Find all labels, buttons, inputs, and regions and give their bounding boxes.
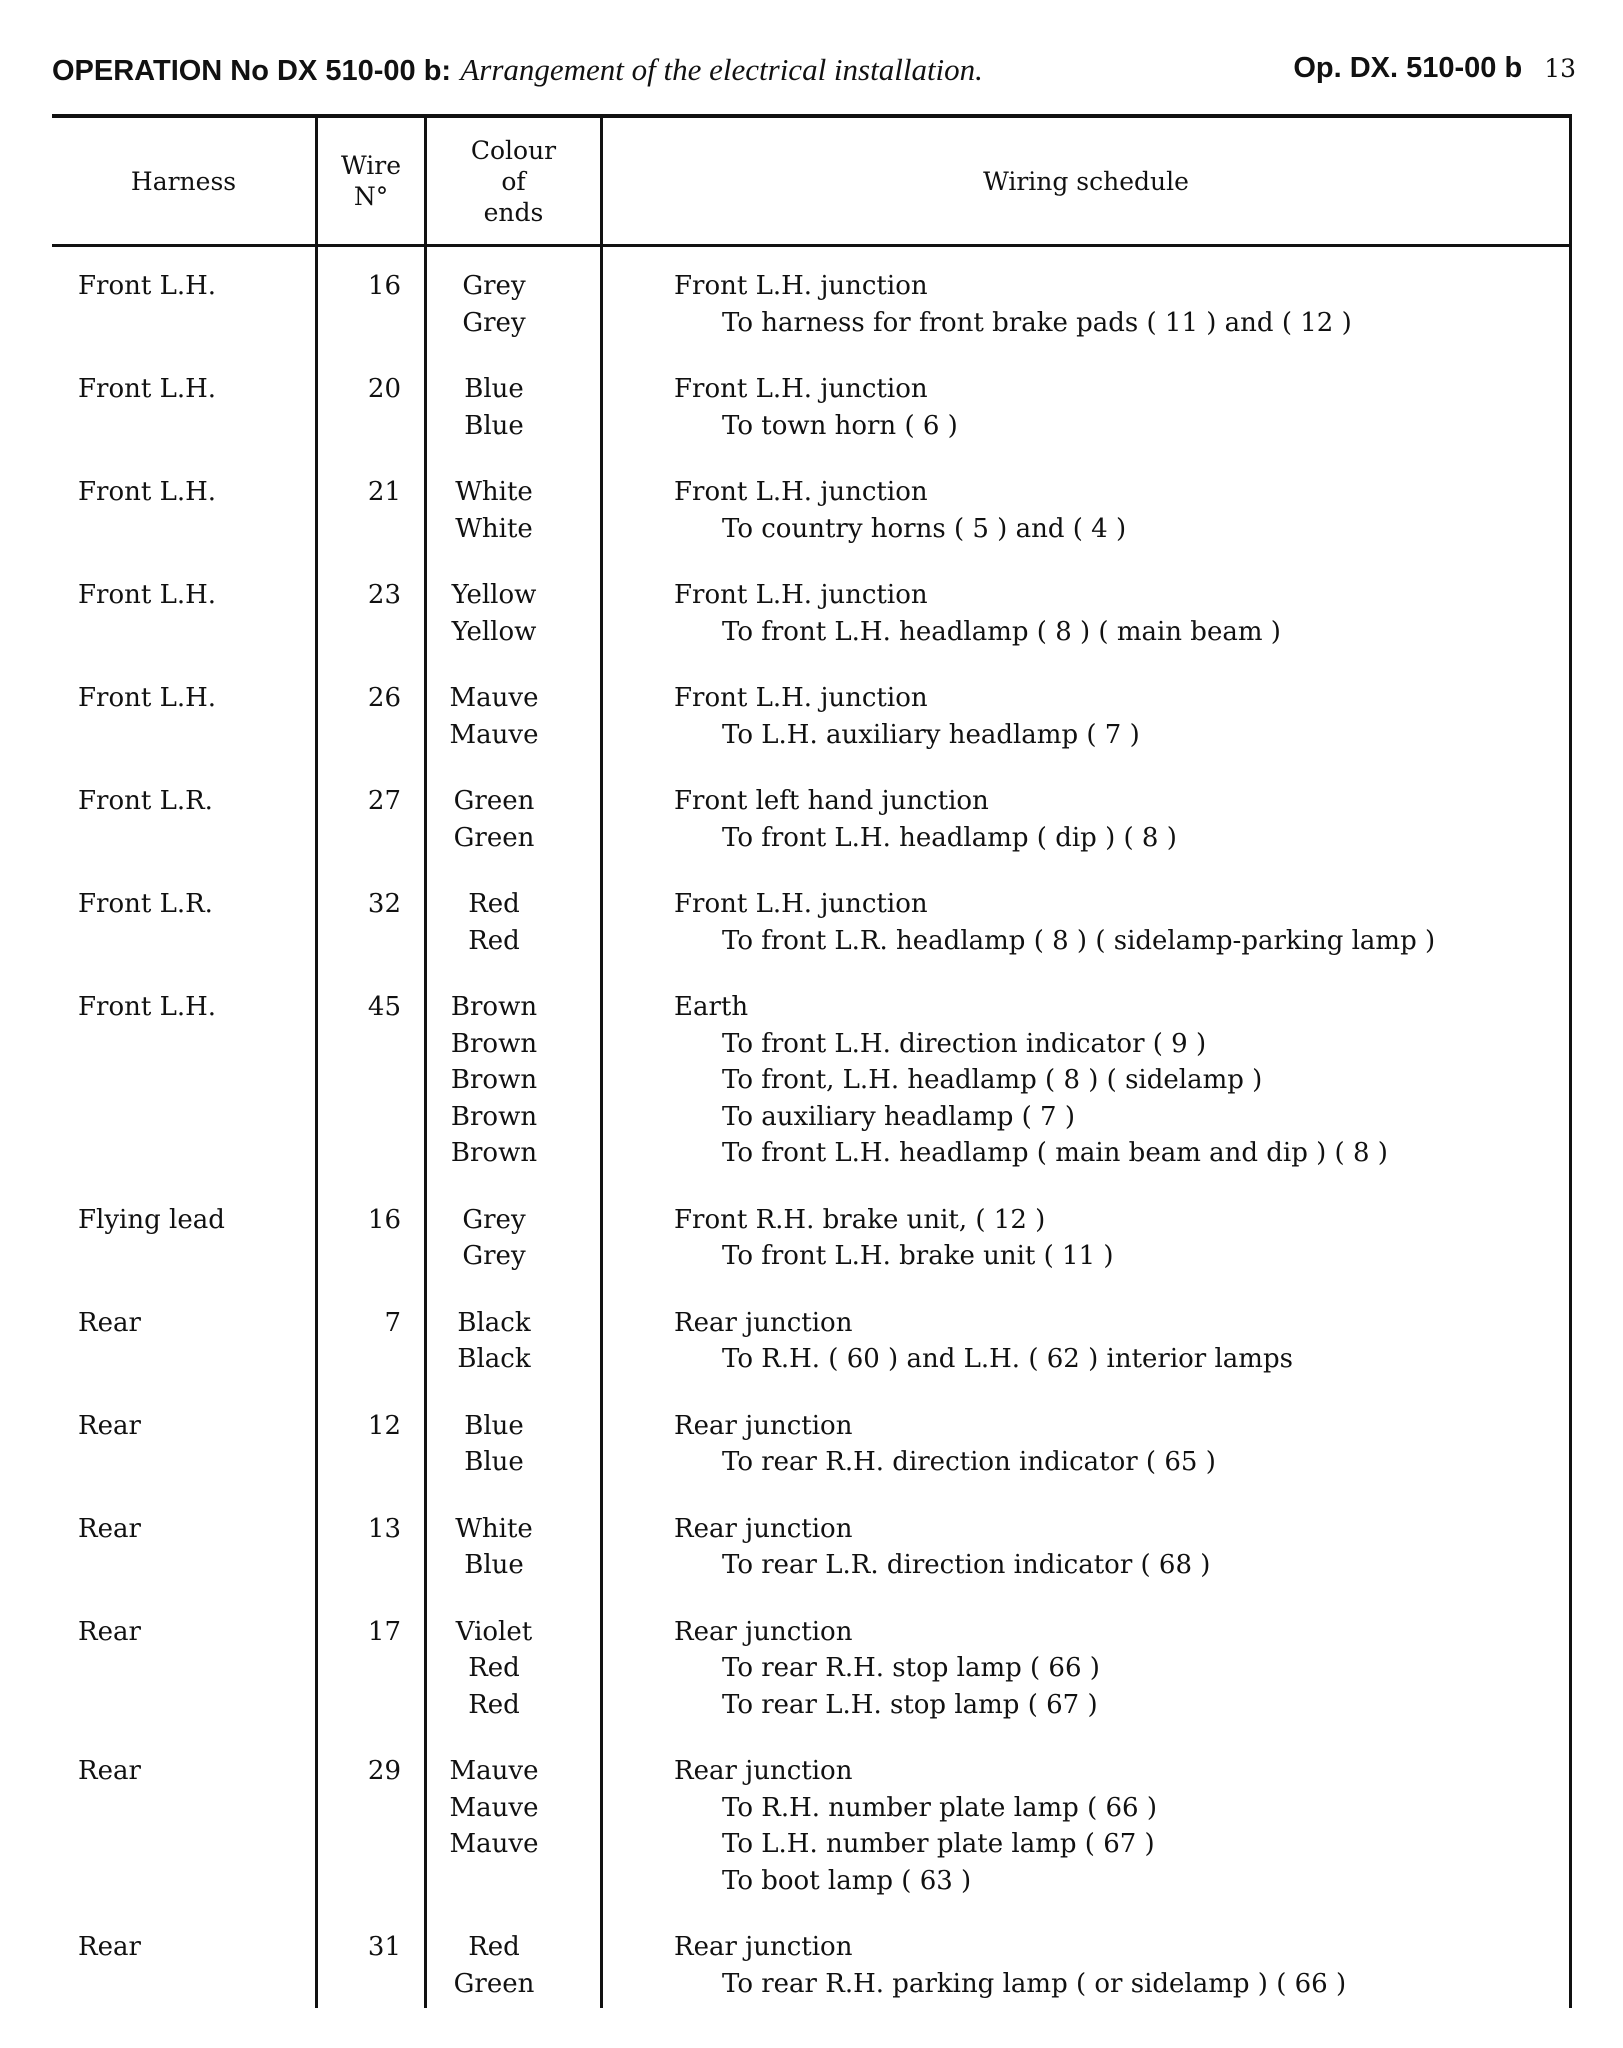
schedule-origin: Front L.H. junction bbox=[674, 271, 928, 301]
wire-number-cell: 16 bbox=[367, 1204, 401, 1235]
table-row bbox=[52, 886, 1572, 959]
schedule-origin: Rear junction bbox=[674, 1756, 853, 1786]
colour-end: Mauve bbox=[449, 1792, 539, 1823]
schedule-destination: To front, L.H. headlamp ( 8 ) ( sidelamp ) bbox=[722, 1065, 1263, 1095]
schedule-destination: To L.H. auxiliary headlamp ( 7 ) bbox=[722, 719, 1140, 750]
wire-number-cell: 45 bbox=[367, 992, 401, 1022]
colour-end: Red bbox=[468, 1932, 520, 1962]
table-row bbox=[52, 680, 1572, 753]
schedule-origin: Rear junction bbox=[674, 1932, 853, 1962]
schedule-cell bbox=[674, 1929, 1572, 2002]
colour-end: Grey bbox=[462, 1204, 526, 1235]
schedule-cell bbox=[674, 371, 1572, 444]
harness-cell: Rear bbox=[78, 1513, 141, 1544]
harness-cell: Front L.R. bbox=[78, 786, 213, 816]
colour-end: White bbox=[455, 1513, 533, 1544]
harness-cell: Rear bbox=[78, 1616, 141, 1647]
colour-end: Grey bbox=[462, 271, 526, 301]
wire-number-cell: 26 bbox=[367, 683, 401, 713]
column-header-wire-line2: N° bbox=[353, 182, 389, 211]
wire-number-cell: 17 bbox=[367, 1616, 401, 1647]
schedule-origin: Front L.H. junction bbox=[674, 374, 928, 404]
table-row bbox=[52, 268, 1572, 341]
colour-end: Brown bbox=[450, 1101, 538, 1132]
colour-end: Blue bbox=[464, 374, 524, 404]
colour-cell bbox=[424, 1511, 564, 1584]
schedule-cell bbox=[674, 989, 1572, 1172]
table-header-rule bbox=[52, 244, 1572, 247]
table-row bbox=[52, 1305, 1572, 1378]
colour-cell bbox=[424, 268, 564, 341]
operation-reference bbox=[1293, 52, 1576, 85]
page-header bbox=[52, 52, 1576, 96]
schedule-destination: To R.H. ( 60 ) and L.H. ( 62 ) interior lamps bbox=[722, 1344, 1293, 1374]
schedule-cell bbox=[674, 1305, 1572, 1378]
schedule-destination: To town horn ( 6 ) bbox=[722, 410, 958, 441]
harness-cell: Front L.R. bbox=[78, 889, 213, 919]
wire-number-cell: 7 bbox=[384, 1307, 401, 1338]
table-row bbox=[52, 989, 1572, 1172]
wire-number-cell: 32 bbox=[367, 889, 401, 919]
schedule-origin: Front L.H. junction bbox=[674, 889, 928, 919]
wire-number-cell: 20 bbox=[367, 374, 401, 404]
colour-end: Green bbox=[453, 822, 535, 853]
wire-number-cell: 23 bbox=[367, 580, 401, 610]
schedule-cell bbox=[674, 1614, 1572, 1724]
colour-end: Red bbox=[468, 1689, 520, 1720]
schedule-cell bbox=[674, 577, 1572, 650]
harness-cell: Front L.H. bbox=[78, 683, 217, 713]
colour-end: Brown bbox=[450, 1028, 538, 1059]
schedule-destination: To front L.H. brake unit ( 11 ) bbox=[722, 1241, 1114, 1271]
harness-cell: Front L.H. bbox=[78, 374, 217, 404]
operation-heading bbox=[52, 52, 983, 88]
table-row bbox=[52, 1929, 1572, 2002]
schedule-destination: To front L.H. headlamp ( 8 ) ( main beam ) bbox=[722, 616, 1281, 647]
table-row bbox=[52, 577, 1572, 650]
schedule-destination: To rear R.H. stop lamp ( 66 ) bbox=[722, 1653, 1100, 1683]
colour-cell bbox=[424, 474, 564, 547]
schedule-origin: Front L.H. junction bbox=[674, 683, 928, 713]
schedule-cell bbox=[674, 1511, 1572, 1584]
colour-end: Green bbox=[453, 786, 535, 816]
colour-cell bbox=[424, 1408, 564, 1481]
wire-number-cell: 29 bbox=[367, 1756, 401, 1786]
table-row bbox=[52, 1753, 1572, 1899]
column-header-schedule bbox=[603, 118, 1569, 244]
colour-end: Red bbox=[468, 889, 520, 919]
column-header-colour-line1: Colour bbox=[470, 135, 557, 165]
table-row bbox=[52, 1511, 1572, 1584]
colour-end: Yellow bbox=[451, 616, 537, 647]
schedule-origin: Front left hand junction bbox=[674, 786, 989, 816]
schedule-origin: Rear junction bbox=[674, 1307, 853, 1338]
harness-cell: Front L.H. bbox=[78, 580, 217, 610]
harness-cell: Flying lead bbox=[78, 1204, 225, 1235]
operation-number: OPERATION No DX 510-00 b: bbox=[52, 55, 452, 87]
colour-end: Violet bbox=[455, 1616, 533, 1647]
colour-end: Blue bbox=[464, 1550, 524, 1580]
colour-cell bbox=[424, 1614, 564, 1724]
colour-end: Black bbox=[457, 1307, 531, 1338]
colour-end: Blue bbox=[464, 1447, 524, 1477]
schedule-destination: To rear L.H. stop lamp ( 67 ) bbox=[722, 1689, 1098, 1720]
harness-cell: Rear bbox=[78, 1307, 141, 1338]
column-header-colour-line3: ends bbox=[483, 197, 544, 227]
colour-end: Grey bbox=[462, 1241, 526, 1271]
schedule-origin: Rear junction bbox=[674, 1616, 853, 1647]
column-header-harness bbox=[52, 118, 315, 244]
colour-end: Mauve bbox=[449, 683, 539, 713]
harness-cell: Front L.H. bbox=[78, 992, 217, 1022]
schedule-destination: To L.H. number plate lamp ( 67 ) bbox=[722, 1829, 1155, 1859]
colour-cell bbox=[424, 886, 564, 959]
schedule-origin: Rear junction bbox=[674, 1410, 853, 1441]
column-header-harness-label: Harness bbox=[130, 166, 237, 196]
wire-number-cell: 21 bbox=[367, 477, 401, 507]
schedule-destination: To front L.R. headlamp ( 8 ) ( sidelamp-parking lamp ) bbox=[722, 925, 1436, 956]
colour-end: Mauve bbox=[449, 719, 539, 750]
column-header-colour bbox=[427, 118, 600, 244]
schedule-origin: Front L.H. junction bbox=[674, 477, 928, 507]
colour-end: Brown bbox=[450, 992, 538, 1022]
colour-cell bbox=[424, 371, 564, 444]
schedule-destination: To rear R.H. direction indicator ( 65 ) bbox=[722, 1447, 1216, 1477]
schedule-cell bbox=[674, 1408, 1572, 1481]
harness-cell: Front L.H. bbox=[78, 271, 217, 301]
colour-end: Brown bbox=[450, 1065, 538, 1095]
harness-cell: Rear bbox=[78, 1410, 141, 1441]
schedule-cell bbox=[674, 474, 1572, 547]
wire-number-cell: 13 bbox=[367, 1513, 401, 1544]
colour-cell bbox=[424, 1753, 564, 1863]
colour-end: Mauve bbox=[449, 1829, 539, 1859]
wire-number-cell: 16 bbox=[367, 271, 401, 301]
schedule-origin: Rear junction bbox=[674, 1513, 853, 1544]
table-row bbox=[52, 783, 1572, 856]
colour-end: White bbox=[455, 477, 533, 507]
schedule-origin: Front L.H. junction bbox=[674, 580, 928, 610]
operation-subtitle: Arrangement of the electrical installation. bbox=[460, 52, 983, 87]
wire-number-cell: 12 bbox=[367, 1410, 401, 1441]
colour-end: Red bbox=[468, 1653, 520, 1683]
colour-end: Brown bbox=[450, 1138, 538, 1168]
colour-cell bbox=[424, 783, 564, 856]
colour-end: Green bbox=[453, 1968, 535, 1999]
colour-cell bbox=[424, 680, 564, 753]
table-row bbox=[52, 371, 1572, 444]
schedule-destination: To front L.H. headlamp ( main beam and dip ) ( 8 ) bbox=[722, 1138, 1388, 1168]
table-row bbox=[52, 1202, 1572, 1275]
colour-end: Blue bbox=[464, 410, 524, 441]
colour-cell bbox=[424, 989, 564, 1172]
schedule-destination: To boot lamp ( 63 ) bbox=[722, 1865, 972, 1896]
wire-number-cell: 31 bbox=[367, 1932, 401, 1962]
schedule-cell bbox=[674, 268, 1572, 341]
schedule-cell bbox=[674, 1753, 1572, 1899]
colour-cell bbox=[424, 1305, 564, 1378]
colour-cell bbox=[424, 577, 564, 650]
colour-end: Black bbox=[457, 1344, 531, 1374]
schedule-destination: To rear L.R. direction indicator ( 68 ) bbox=[722, 1550, 1211, 1580]
schedule-destination: To rear R.H. parking lamp ( or sidelamp ) ( 66 ) bbox=[722, 1968, 1347, 1999]
schedule-destination: To R.H. number plate lamp ( 66 ) bbox=[722, 1792, 1157, 1823]
column-header-wire-line1: Wire bbox=[341, 151, 401, 180]
colour-end: Grey bbox=[462, 307, 526, 338]
page-number: 13 bbox=[1544, 54, 1576, 83]
schedule-destination: To auxiliary headlamp ( 7 ) bbox=[722, 1101, 1075, 1132]
colour-end: Red bbox=[468, 925, 520, 956]
column-header-schedule-label: Wiring schedule bbox=[983, 166, 1189, 196]
colour-end: Mauve bbox=[449, 1756, 539, 1786]
column-header-colour-line2: of bbox=[501, 166, 526, 196]
colour-end: Blue bbox=[464, 1410, 524, 1441]
schedule-cell bbox=[674, 886, 1572, 959]
schedule-destination: To country horns ( 5 ) and ( 4 ) bbox=[722, 513, 1127, 544]
harness-cell: Rear bbox=[78, 1756, 141, 1786]
schedule-origin: Front R.H. brake unit, ( 12 ) bbox=[674, 1204, 1046, 1235]
operation-code: Op. DX. 510-00 b bbox=[1293, 52, 1523, 84]
column-header-wire bbox=[318, 118, 424, 244]
schedule-destination: To front L.H. headlamp ( dip ) ( 8 ) bbox=[722, 822, 1177, 853]
schedule-cell bbox=[674, 783, 1572, 856]
colour-end: White bbox=[455, 513, 533, 544]
table-row bbox=[52, 474, 1572, 547]
schedule-origin: Earth bbox=[674, 992, 749, 1022]
table-body bbox=[52, 268, 1572, 2032]
harness-cell: Front L.H. bbox=[78, 477, 217, 507]
schedule-cell bbox=[674, 680, 1572, 753]
colour-cell bbox=[424, 1202, 564, 1275]
colour-end: Yellow bbox=[451, 580, 537, 610]
table-row bbox=[52, 1614, 1572, 1724]
colour-cell bbox=[424, 1929, 564, 2002]
harness-cell: Rear bbox=[78, 1932, 141, 1962]
table-row bbox=[52, 1408, 1572, 1481]
schedule-destination: To harness for front brake pads ( 11 ) and ( 12 ) bbox=[722, 307, 1352, 338]
schedule-cell bbox=[674, 1202, 1572, 1275]
schedule-destination: To front L.H. direction indicator ( 9 ) bbox=[722, 1028, 1207, 1059]
wiring-table bbox=[52, 114, 1572, 2008]
wire-number-cell: 27 bbox=[367, 786, 401, 816]
